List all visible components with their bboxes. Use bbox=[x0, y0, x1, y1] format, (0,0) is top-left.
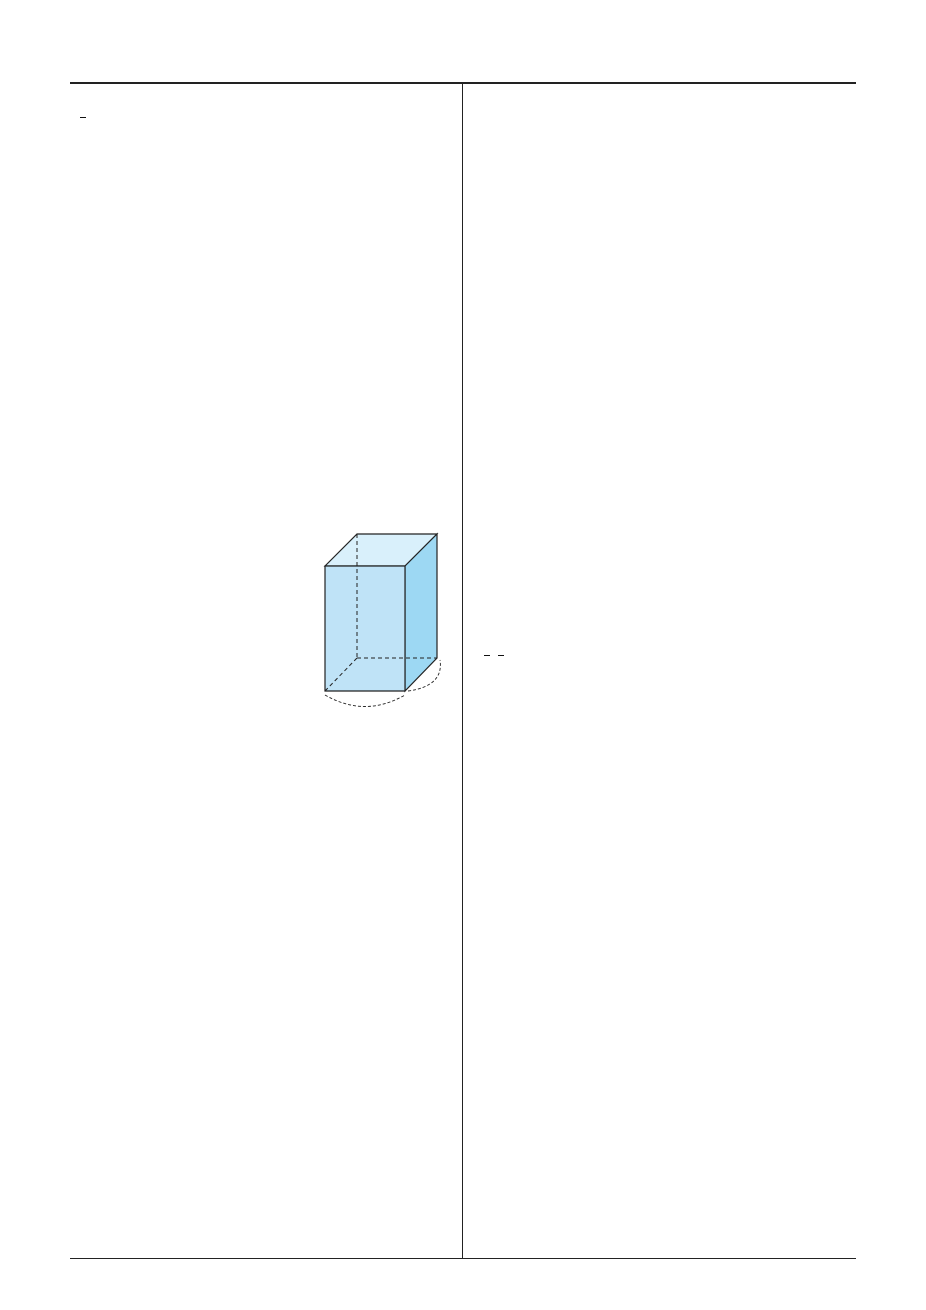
q20-option-3[interactable] bbox=[110, 981, 120, 997]
q19-option-4[interactable] bbox=[210, 720, 220, 736]
question-18 bbox=[72, 312, 458, 372]
question-text bbox=[72, 617, 106, 633]
question-text bbox=[72, 644, 106, 660]
question-text bbox=[476, 929, 510, 945]
q20-option-1[interactable] bbox=[110, 942, 120, 958]
q21-option-3[interactable] bbox=[514, 243, 524, 259]
width-dimension-arc bbox=[325, 695, 405, 707]
question-21 bbox=[476, 100, 856, 133]
question-24 bbox=[476, 864, 862, 952]
cuboid-front-face bbox=[325, 566, 405, 691]
q21-option-2[interactable] bbox=[514, 204, 524, 220]
q19-option-5[interactable] bbox=[110, 759, 120, 775]
question-text bbox=[476, 902, 510, 918]
fraction-numerator bbox=[80, 117, 86, 118]
q24-option-1[interactable] bbox=[514, 980, 524, 996]
q21-option-1[interactable] bbox=[514, 166, 524, 182]
q19-option-1[interactable] bbox=[110, 681, 120, 697]
bottom-rule bbox=[70, 1258, 856, 1259]
top-rule bbox=[70, 82, 856, 84]
question-text bbox=[72, 350, 106, 366]
q21-option-4[interactable] bbox=[514, 282, 524, 298]
question-23 bbox=[476, 632, 862, 706]
question-22 bbox=[476, 440, 862, 473]
q20-option-5[interactable] bbox=[110, 1018, 120, 1034]
q19-option-2[interactable] bbox=[210, 681, 220, 697]
fraction bbox=[498, 655, 504, 656]
column-divider bbox=[462, 83, 463, 1259]
q24-option-3[interactable] bbox=[514, 1019, 524, 1035]
q20-option-2[interactable] bbox=[286, 942, 296, 958]
q24-option-5[interactable] bbox=[514, 1057, 524, 1073]
q21-option-5[interactable] bbox=[514, 320, 524, 336]
q24-option-4[interactable] bbox=[690, 1019, 700, 1035]
fraction-numerator bbox=[498, 655, 504, 656]
question-20 bbox=[72, 878, 458, 911]
fraction-numerator bbox=[484, 655, 490, 656]
cuboid-figure bbox=[318, 528, 458, 718]
question-text bbox=[476, 684, 510, 700]
q20-option-4[interactable] bbox=[286, 981, 296, 997]
fraction bbox=[80, 117, 86, 118]
question-17 bbox=[72, 100, 452, 133]
q24-option-2[interactable] bbox=[690, 980, 700, 996]
fraction bbox=[484, 655, 490, 656]
question-text bbox=[72, 562, 106, 578]
q19-option-3[interactable] bbox=[110, 720, 120, 736]
question-19 bbox=[72, 524, 312, 666]
question-text bbox=[72, 589, 106, 605]
